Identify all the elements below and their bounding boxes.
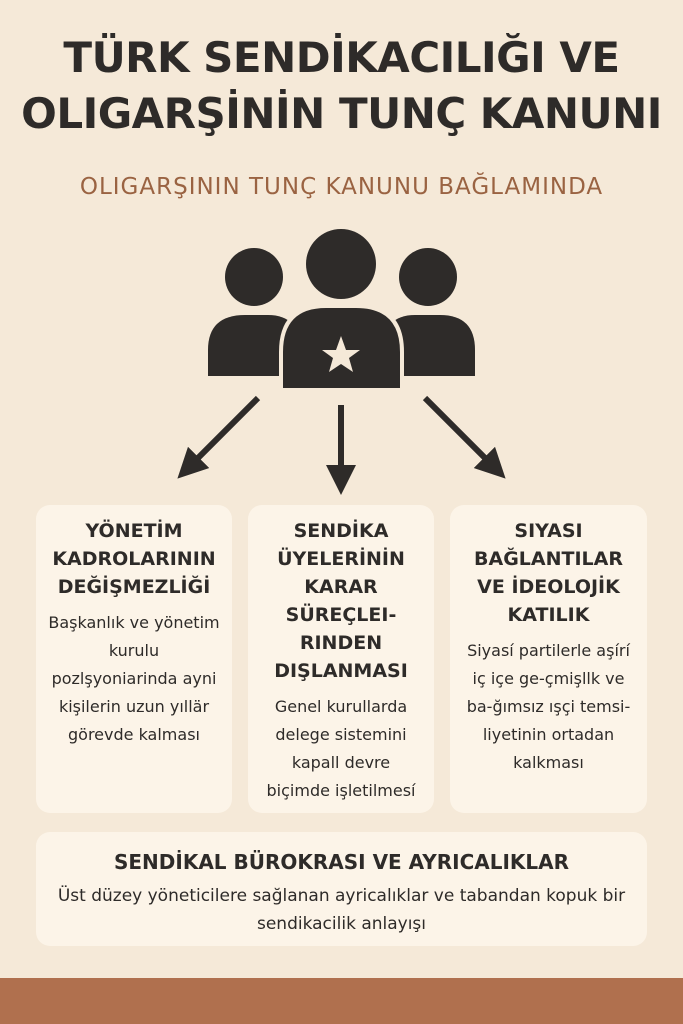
card-body: Siyasí partilerle aşírí iç içe ge-çmişllk ve ba-ğımsız ışçi temsi-liyetinin ortadan kalkması	[466, 641, 631, 772]
footer-bar	[0, 978, 683, 1024]
card-title: SIYASI BAĞLANTILAR VE İDEOLOJİK KATILIK	[474, 520, 623, 626]
title-line-2: OLIGARŞİNİN TUNÇ KANUNI	[21, 89, 662, 138]
people-group-icon	[208, 229, 475, 390]
oligarchy-graphic	[0, 220, 683, 500]
card-political-ties	[450, 505, 647, 813]
left-person-head	[225, 248, 283, 306]
card-body: Üst düzey yöneticilere sağlanan ayricalıklar ve tabandan kopuk bir sendikacilik anlayışı	[57, 886, 626, 934]
page-title	[0, 30, 683, 142]
arrow-left	[188, 398, 258, 468]
card-leadership-permanence	[36, 505, 232, 813]
arrow-down-icon	[188, 398, 495, 480]
card-member-exclusion	[248, 505, 434, 813]
arrow-right	[425, 398, 495, 468]
card-body: Başkanlık ve yönetim kurulu pozlşyoniarinda ayni kişilerin uzun yıllär görevde kalması	[48, 613, 220, 744]
leader-head	[306, 229, 376, 299]
card-title: SENDİKA ÜYELERİNİN KARAR SÜREÇLEI-RINDEN DIŞLANMASI	[274, 520, 408, 682]
card-body: Genel kurullarda delege sistemini kapall devre biçimde işletilmesí	[266, 697, 416, 800]
page-subtitle: OLIGARŞININ TUNÇ KANUNU BAĞLAMINDA	[79, 174, 604, 200]
right-person-head	[399, 248, 457, 306]
card-title: SENDİKAL BÜROKRASI VE AYRICALIKLAR	[113, 850, 570, 874]
card-bureaucracy-privileges	[36, 832, 647, 946]
title-line-1: TÜRK SENDİKACILIĞI VE	[63, 33, 620, 82]
card-title: YÖNETİM KADROLARININ DEĞİŞMEZLİĞİ	[52, 520, 216, 598]
